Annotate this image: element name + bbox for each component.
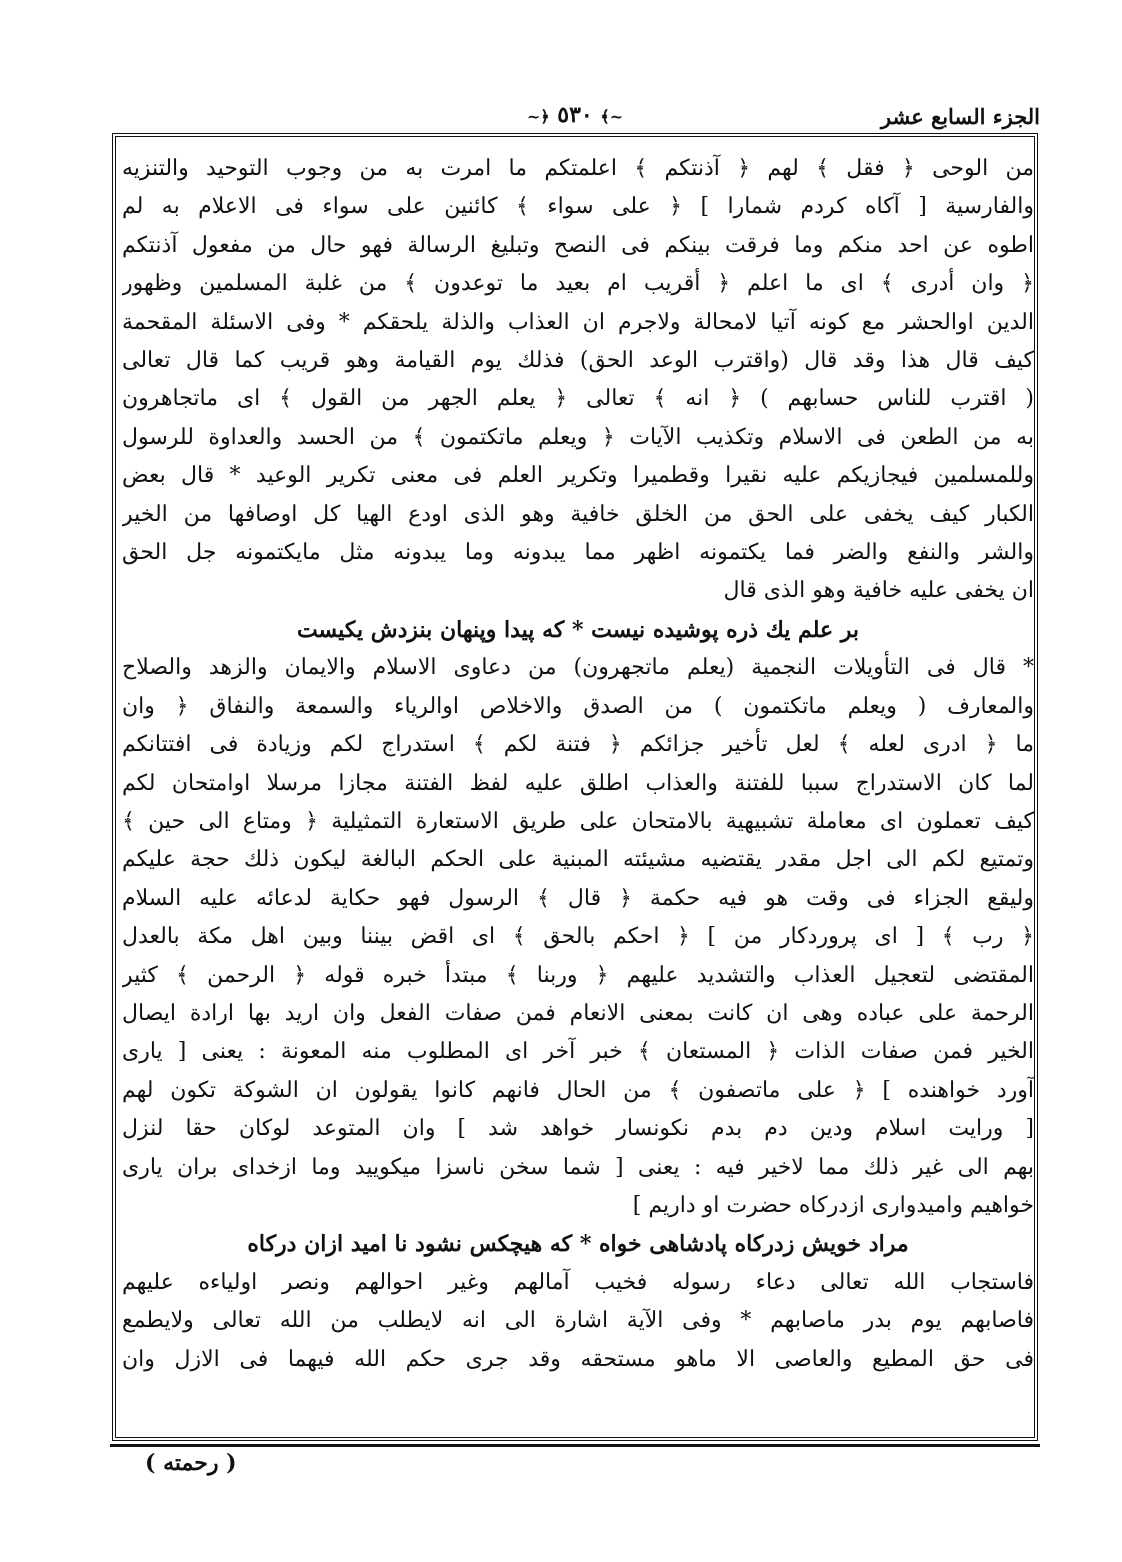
text-line: لما كان الاستدراج سببا للفتنة والعذاب اطلق عليه لفظ الفتنة مجازا مرسلا اوامتحان لكم <box>122 770 1034 796</box>
text-line: وليقع الجزاء فى وقت هو فيه حكمة ﴿ قال ﴾ الرسول فهو حكاية لدعائه عليه السلام <box>122 885 1034 911</box>
text-line: المقتضى لتعجيل العذاب والتشديد عليهم ﴿ وربنا ﴾ مبتدأ خبره قوله ﴿ الرحمن ﴾ كثير <box>122 962 1034 988</box>
persian-verse: مراد خويش زدركاه پادشاهى خواه * كه هيچكس نشود نا اميد ازان دركاه <box>247 1231 909 1258</box>
text-line: والشر والنفع والضر فما يكتمونه اظهر مما يبدونه وما يبدونه مثل مايكتمونه جل الحق <box>122 540 1034 566</box>
text-line: والمعارف ( ويعلم ماتكتمون ) من الصدق والاخلاص اوالرياء والسمعة والنفاق ﴿ وان <box>122 693 1034 719</box>
text-line: ما ﴿ ادرى لعله ﴾ لعل تأخير جزائكم ﴿ فتنة لكم ﴾ استدراج لكم وزيادة فى افتتانكم <box>122 732 1034 758</box>
text-line: * قال فى التأويلات النجمية (يعلم ماتجهرون) من دعاوى الاسلام والايمان والزهد والصلاح <box>122 655 1034 681</box>
text-line: وللمسلمين فيجازيكم عليه نقيرا وقطميرا وتكرير العلم فى معنى تكرير الوعيد * قال بعض <box>122 463 1034 489</box>
text-line: من الوحى ﴿ فقل ﴾ لهم ﴿ آذنتكم ﴾ اعلمتكم ما امرت به من وجوب التوحيد والتنزيه <box>122 156 1034 181</box>
page-header <box>110 98 1040 138</box>
text-line: بهم الى غير ذلك مما لاخير فيه : يعنى [ شما سخن ناسزا ميكوييد وما ازخداى بران يارى <box>122 1154 1034 1180</box>
text-line: فاستجاب الله تعالى دعاء رسوله فخيب آمالهم وغير احوالهم ونصر اولياءه عليهم <box>122 1269 1034 1295</box>
text-line: الكبار كيف يخفى على الحق من الخلق خافية وهو الذى اودع الهيا كل اوصافها من الخير <box>122 501 1034 527</box>
text-line: الخير فمن صفات الذات ﴿ المستعان ﴾ خبر آخر اى المطلوب منه المعونة : يعنى [ يارى <box>122 1039 1034 1065</box>
text-line: الرحمة على عباده وهى ان كانت بمعنى الانعام فمن صفات الفعل وان اريد بها ارادة ايصال <box>122 1000 1034 1026</box>
ornament-left: ~﴿ <box>526 107 550 126</box>
text-line: ان يخفى عليه خافية وهو الذى قال <box>723 578 1034 604</box>
text-line: خواهيم واميدوارى ازدركاه حضرت او داريم ] <box>632 1192 1034 1218</box>
text-line: آورد خواهنده ] ﴿ على ماتصفون ﴾ من الحال فانهم كانوا يقولون ان الشوكة تكون لهم <box>122 1077 1034 1103</box>
text-line: كيف تعملون اى معاملة تشبيهية بالامتحان على طريق الاستعارة التمثيلية ﴿ ومتاع الى حين ﴾ <box>122 808 1034 834</box>
text-line: [ ورايت اسلام ودين دم بدم نكونسار خواهد شد ] وان المتوعد لوكان حقا لنزل <box>122 1116 1034 1142</box>
main-text <box>122 150 1034 1430</box>
text-line: ﴿ رب ﴾ [ اى پروردكار من ] ﴿ احكم بالحق ﴾ اى اقض بيننا وبين اهل مكة بالعدل <box>122 924 1034 950</box>
persian-verse: بر علم يك ذره پوشيده نيست * كه پيدا وپنهان بنزدش يكيست <box>296 616 860 643</box>
text-line: وتمتيع لكم الى اجل مقدر يقتضيه مشيئته المبنية على الحكم البالغة ليكون ذلك حجة عليكم <box>122 847 1034 873</box>
page-number: ٥٣٠ <box>557 102 593 128</box>
text-line: كيف قال هذا وقد قال (واقترب الوعد الحق) فذلك يوم القيامة وهو قريب كما قال تعالى <box>122 348 1034 374</box>
text-line: اطوه عن احد منكم وما فرقت بينكم فى النصح وتبليغ الرسالة فهو حال من مفعول آذنتكم <box>122 232 1034 258</box>
text-line: الدين اوالحشر مع كونه آتيا لامحالة ولاجرم ان العذاب والذلة يلحقكم * وفى الاسئلة المقحمة <box>122 309 1034 335</box>
page-number-block <box>527 102 623 128</box>
text-line: ﴿ وان أدرى ﴾ اى ما اعلم ﴿ أقريب ام بعيد ما توعدون ﴾ من غلبة المسلمين وظهور <box>122 271 1034 297</box>
text-line: فاصابهم يوم بدر ماصابهم * وفى الآية اشارة الى انه لايطلب من الله تعالى ولايطمع <box>122 1308 1034 1334</box>
text-line: ( اقترب للناس حسابهم ) ﴿ انه ﴾ تعالى ﴿ يعلم الجهر من القول ﴾ اى ماتجاهرون <box>122 386 1034 412</box>
text-line: والفارسية [ آكاه كردم شمارا ] ﴿ على سواء ﴾ كائنين على سواء فى الاعلام به لم <box>122 194 1034 220</box>
catchword: ( رحمته ) <box>145 1450 237 1476</box>
ornament-right: ﴾~ <box>600 107 624 126</box>
text-line: فى حق المطيع والعاصى الا ماهو مستحقه وقد جرى حكم الله فيهما فى الازل وان <box>122 1346 1034 1372</box>
running-head: الجزء السابع عشر <box>880 104 1040 129</box>
text-line: به من الطعن فى الاسلام وتكذيب الآيات ﴿ ويعلم ماتكتمون ﴾ من الحسد والعداوة للرسول <box>122 424 1034 450</box>
